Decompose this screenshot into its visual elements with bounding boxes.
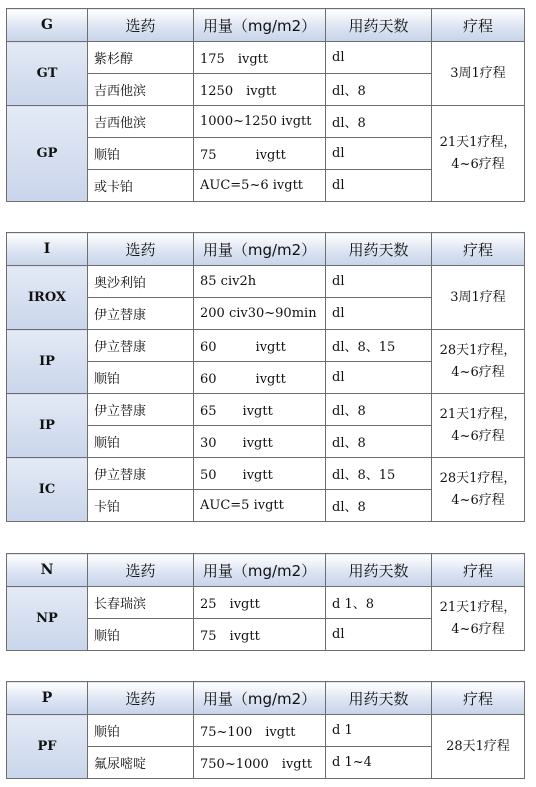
cycle-line: 28天1疗程 xyxy=(446,738,510,754)
regimen-table-i xyxy=(6,232,525,522)
dose-cell: 25 ivgtt xyxy=(194,587,326,619)
drug-header: 选药 xyxy=(88,9,194,42)
table-row xyxy=(7,715,525,747)
header-row xyxy=(7,682,525,715)
regimen-table-n xyxy=(6,553,525,651)
drug-cell: 顺铂 xyxy=(88,362,194,394)
days-header: 用药天数 xyxy=(326,682,432,715)
cycle-line: 21天1疗程， xyxy=(439,134,517,150)
regimen-code: PF xyxy=(7,715,88,779)
cycle-cell xyxy=(432,330,525,394)
dose-header: 用量（mg/m2） xyxy=(194,682,326,715)
days-cell: dl、8 xyxy=(326,490,432,522)
dose-cell: 1000~1250 ivgtt xyxy=(194,106,326,138)
drug-cell: 奥沙利铂 xyxy=(88,266,194,298)
cycle-header: 疗程 xyxy=(432,554,525,587)
drug-cell: 长春瑞滨 xyxy=(88,587,194,619)
dose-header: 用量（mg/m2） xyxy=(194,9,326,42)
dose-cell: 1250 ivgtt xyxy=(194,74,326,106)
regimen-table-g xyxy=(6,8,525,202)
regimen-code: IC xyxy=(7,458,88,522)
days-header: 用药天数 xyxy=(326,554,432,587)
cycle-line: 28天1疗程， xyxy=(439,470,517,486)
days-cell: d 1 xyxy=(326,715,432,747)
regimen-code: IP xyxy=(7,330,88,394)
drug-cell: 伊立替康 xyxy=(88,458,194,490)
cycle-cell xyxy=(432,715,525,779)
days-cell: dl、8 xyxy=(326,74,432,106)
cycle-line: 3周1疗程 xyxy=(450,65,506,81)
cycle-cell xyxy=(432,42,525,106)
dose-cell: AUC=5 ivgtt xyxy=(194,490,326,522)
days-cell: dl xyxy=(326,42,432,74)
days-cell: dl、8 xyxy=(326,394,432,426)
cycle-cell xyxy=(432,458,525,522)
days-cell: dl、8、15 xyxy=(326,330,432,362)
drug-cell: 伊立替康 xyxy=(88,330,194,362)
cycle-cell xyxy=(432,587,525,651)
regimen-code: IP xyxy=(7,394,88,458)
cycle-header: 疗程 xyxy=(432,682,525,715)
days-header: 用药天数 xyxy=(326,233,432,266)
drug-cell: 顺铂 xyxy=(88,619,194,651)
days-cell: dl xyxy=(326,170,432,202)
table-row xyxy=(7,587,525,619)
cycle-line: 4~6疗程 xyxy=(451,364,505,380)
cycle-line: 4~6疗程 xyxy=(451,492,505,508)
days-header: 用药天数 xyxy=(326,9,432,42)
table-row xyxy=(7,330,525,362)
dose-cell: 75~100 ivgtt xyxy=(194,715,326,747)
regimen-table-p xyxy=(6,681,525,779)
regimen-code: GT xyxy=(7,42,88,106)
cycle-line: 21天1疗程， xyxy=(439,406,517,422)
regimen-code: IROX xyxy=(7,266,88,330)
drug-header: 选药 xyxy=(88,682,194,715)
group-letter: I xyxy=(7,233,88,266)
drug-cell: 吉西他滨 xyxy=(88,106,194,138)
days-cell: dl、8、15 xyxy=(326,458,432,490)
dose-cell: AUC=5~6 ivgtt xyxy=(194,170,326,202)
dose-cell: 50 ivgtt xyxy=(194,458,326,490)
dose-header: 用量（mg/m2） xyxy=(194,554,326,587)
dose-cell: 60 ivgtt xyxy=(194,330,326,362)
dose-cell: 200 civ30~90min xyxy=(194,298,326,330)
dose-cell: 60 ivgtt xyxy=(194,362,326,394)
drug-cell: 伊立替康 xyxy=(88,298,194,330)
group-letter: N xyxy=(7,554,88,587)
dose-header: 用量（mg/m2） xyxy=(194,233,326,266)
drug-cell: 氟尿嘧啶 xyxy=(88,747,194,779)
drug-cell: 吉西他滨 xyxy=(88,74,194,106)
cycle-line: 28天1疗程， xyxy=(439,342,517,358)
cycle-line: 3周1疗程 xyxy=(450,289,506,305)
dose-cell: 30 ivgtt xyxy=(194,426,326,458)
drug-cell: 顺铂 xyxy=(88,426,194,458)
group-letter: G xyxy=(7,9,88,42)
group-letter: P xyxy=(7,682,88,715)
cycle-line: 4~6疗程 xyxy=(451,156,505,172)
days-cell: dl xyxy=(326,138,432,170)
dose-cell: 75 ivgtt xyxy=(194,138,326,170)
days-cell: dl xyxy=(326,298,432,330)
days-cell: d 1~4 xyxy=(326,747,432,779)
cycle-header: 疗程 xyxy=(432,233,525,266)
drug-cell: 或卡铂 xyxy=(88,170,194,202)
header-row xyxy=(7,9,525,42)
dose-cell: 65 ivgtt xyxy=(194,394,326,426)
cycle-line: 4~6疗程 xyxy=(451,428,505,444)
days-cell: dl xyxy=(326,266,432,298)
dose-cell: 750~1000 ivgtt xyxy=(194,747,326,779)
cycle-line: 4~6疗程 xyxy=(451,621,505,637)
days-cell: dl、8 xyxy=(326,426,432,458)
table-row xyxy=(7,266,525,298)
dose-cell: 75 ivgtt xyxy=(194,619,326,651)
drug-cell: 伊立替康 xyxy=(88,394,194,426)
days-cell: dl、8 xyxy=(326,106,432,138)
table-row xyxy=(7,394,525,426)
cycle-cell xyxy=(432,266,525,330)
regimen-code: GP xyxy=(7,106,88,202)
drug-header: 选药 xyxy=(88,554,194,587)
dose-cell: 175 ivgtt xyxy=(194,42,326,74)
drug-header: 选药 xyxy=(88,233,194,266)
drug-cell: 卡铂 xyxy=(88,490,194,522)
days-cell: dl xyxy=(326,362,432,394)
dose-cell: 85 civ2h xyxy=(194,266,326,298)
drug-cell: 顺铂 xyxy=(88,138,194,170)
days-cell: dl xyxy=(326,619,432,651)
cycle-cell xyxy=(432,106,525,202)
drug-cell: 紫杉醇 xyxy=(88,42,194,74)
regimen-code: NP xyxy=(7,587,88,651)
table-row xyxy=(7,458,525,490)
cycle-line: 21天1疗程， xyxy=(439,599,517,615)
days-cell: d 1、8 xyxy=(326,587,432,619)
header-row xyxy=(7,233,525,266)
drug-cell: 顺铂 xyxy=(88,715,194,747)
table-row xyxy=(7,106,525,138)
cycle-cell xyxy=(432,394,525,458)
table-row xyxy=(7,42,525,74)
cycle-header: 疗程 xyxy=(432,9,525,42)
header-row xyxy=(7,554,525,587)
